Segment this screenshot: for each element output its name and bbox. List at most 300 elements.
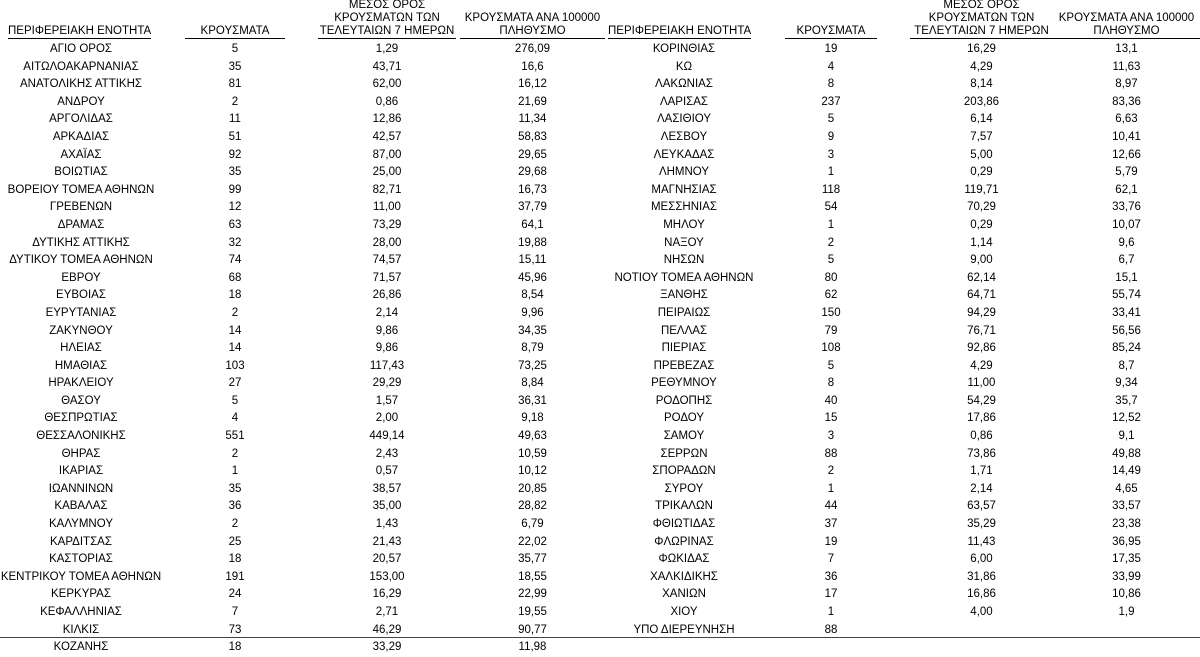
cell-7day-average: 62,14 [967, 271, 996, 284]
table-row [600, 516, 1200, 534]
table-row [600, 586, 1200, 604]
cell-per-100k: 10,12 [518, 465, 547, 478]
table-row [0, 164, 600, 182]
table-row [0, 59, 600, 77]
cell-7day-average: 43,71 [372, 60, 402, 73]
cell-per-100k: 23,38 [1112, 518, 1141, 531]
cell-per-100k: 34,35 [518, 324, 547, 337]
cell-cases: 40 [824, 394, 838, 407]
cell-cases: 5 [231, 43, 239, 55]
cell-7day-average: 82,71 [372, 183, 402, 196]
cell-cases: 79 [824, 324, 838, 337]
cell-regional-unit: ΚΙΛΚΙΣ [62, 623, 100, 636]
cell-per-100k: 16,12 [518, 78, 547, 91]
cell-regional-unit: ΘΕΣΣΑΛΟΝΙΚΗΣ [36, 430, 126, 443]
table-row [0, 94, 600, 112]
table-row [0, 446, 600, 464]
cell-cases: 551 [225, 430, 245, 443]
cell-regional-unit: ΕΥΒΟΙΑΣ [56, 289, 106, 302]
cell-regional-unit: ΠΕΙΡΑΙΩΣ [657, 306, 711, 319]
cell-per-100k: 6,63 [1115, 113, 1138, 126]
cell-7day-average: 2,71 [375, 606, 399, 618]
cell-per-100k: 22,99 [518, 588, 547, 601]
cell-per-100k: 8,54 [521, 289, 544, 302]
cell-7day-average: 1,57 [375, 394, 399, 407]
cell-regional-unit: ΚΕΝΤΡΙΚΟΥ ΤΟΜΕΑ ΑΘΗΝΩΝ [0, 570, 162, 583]
header-cases: ΚΡΟΥΣΜΑΤΑ [785, 25, 877, 39]
cell-per-100k: 9,34 [1115, 377, 1138, 390]
cell-regional-unit: ΛΑΡΙΣΑΣ [659, 95, 709, 108]
cell-7day-average: 1,43 [375, 518, 399, 531]
cell-cases: 8 [827, 377, 835, 390]
table-row [0, 410, 600, 428]
cell-per-100k: 9,96 [521, 306, 544, 319]
table-row [0, 604, 600, 622]
cell-regional-unit: ΝΑΞΟΥ [664, 236, 704, 249]
cell-regional-unit: ΖΑΚΥΝΘΟΥ [49, 324, 113, 337]
table-row [0, 287, 600, 305]
cell-cases: 35 [228, 166, 242, 179]
cell-7day-average: 1,71 [970, 465, 993, 478]
table-row [600, 76, 1200, 94]
cell-per-100k: 18,55 [518, 570, 547, 583]
header-regional-unit: ΠΕΡΙΦΕΡΕΙΑΚΗ ΕΝΟΤΗΤΑ [8, 25, 152, 37]
cell-7day-average: 33,29 [372, 641, 402, 654]
cell-cases: 37 [824, 518, 838, 531]
table-row [0, 516, 600, 534]
table-row [600, 235, 1200, 253]
cell-7day-average: 9,86 [375, 324, 399, 337]
cell-cases: 36 [228, 500, 242, 513]
cell-7day-average: 76,71 [967, 324, 996, 337]
cell-7day-average: 16,29 [372, 588, 402, 601]
cell-per-100k: 8,7 [1118, 359, 1135, 372]
cell-cases: 12 [228, 201, 242, 214]
cell-cases: 18 [228, 641, 242, 654]
table-row [0, 305, 600, 323]
table-row [0, 182, 600, 200]
table-row [0, 428, 600, 446]
cell-cases: 2 [231, 447, 239, 460]
cell-cases: 7 [231, 606, 239, 618]
cell-cases: 4 [231, 412, 239, 425]
cell-7day-average: 11,43 [967, 535, 996, 548]
table-row [0, 217, 600, 235]
cell-cases: 2 [231, 95, 239, 108]
cell-regional-unit: ΦΘΙΩΤΙΔΑΣ [652, 518, 716, 531]
cell-regional-unit: ΤΡΙΚΑΛΩΝ [655, 500, 713, 513]
cell-regional-unit: ΜΕΣΣΗΝΙΑΣ [650, 201, 718, 214]
cell-regional-unit: ΓΡΕΒΕΝΩΝ [49, 201, 113, 214]
cell-regional-unit: ΚΕΡΚΥΡΑΣ [51, 588, 111, 601]
cell-per-100k: 36,95 [1112, 535, 1141, 548]
cell-per-100k: 13,1 [1115, 43, 1138, 55]
cell-7day-average: 2,14 [970, 482, 993, 495]
cell-cases: 92 [228, 148, 242, 161]
cell-7day-average: 35,00 [372, 500, 402, 513]
cell-cases: 36 [824, 570, 838, 583]
cell-per-100k: 29,68 [518, 166, 547, 179]
table-row [0, 463, 600, 481]
cell-7day-average: 4,29 [970, 60, 993, 73]
cell-per-100k: 8,79 [521, 342, 544, 355]
cell-regional-unit: ΔΡΑΜΑΣ [57, 218, 105, 231]
table-row [600, 446, 1200, 464]
cell-regional-unit: ΚΑΣΤΟΡΙΑΣ [49, 553, 113, 566]
cell-regional-unit: ΚΟΡΙΝΘΙΑΣ [652, 43, 716, 55]
cell-regional-unit: ΞΑΝΘΗΣ [660, 289, 708, 302]
table-row [600, 270, 1200, 288]
cell-7day-average: 42,57 [372, 130, 402, 143]
cell-cases: 1 [827, 482, 835, 495]
cell-7day-average: 2,00 [375, 412, 399, 425]
cell-per-100k: 12,52 [1112, 412, 1141, 425]
cell-7day-average: 153,00 [369, 570, 405, 583]
table-row [600, 375, 1200, 393]
cell-per-100k: 64,1 [521, 218, 544, 231]
cell-per-100k: 10,41 [1112, 130, 1141, 143]
cell-cases: 99 [228, 183, 242, 196]
cell-per-100k: 10,59 [518, 447, 547, 460]
cell-cases: 14 [228, 324, 242, 337]
cell-per-100k: 9,18 [521, 412, 544, 425]
cell-7day-average: 16,86 [967, 588, 996, 601]
cell-cases: 88 [824, 623, 838, 636]
cell-regional-unit: ΑΝΑΤΟΛΙΚΗΣ ΑΤΤΙΚΗΣ [19, 78, 142, 91]
cell-cases: 2 [827, 465, 835, 478]
cell-7day-average: 73,86 [967, 447, 996, 460]
cell-cases: 2 [231, 306, 239, 319]
cell-7day-average: 11,00 [373, 201, 401, 214]
cell-7day-average: 449,14 [369, 430, 405, 443]
cell-cases: 2 [231, 518, 239, 531]
table-row [600, 129, 1200, 147]
cell-cases: 81 [228, 78, 242, 91]
table-row [0, 76, 600, 94]
table-row [0, 393, 600, 411]
cell-per-100k: 22,02 [518, 535, 547, 548]
cell-7day-average: 28,00 [372, 236, 402, 249]
cell-7day-average: 87,00 [372, 148, 402, 161]
cell-7day-average: 4,00 [970, 606, 993, 618]
table-row [600, 252, 1200, 270]
cell-regional-unit: ΕΒΡΟΥ [61, 271, 101, 284]
table-row [0, 375, 600, 393]
table-row [600, 428, 1200, 446]
cell-regional-unit: ΚΑΒΑΛΑΣ [54, 500, 108, 513]
header-cases: ΚΡΟΥΣΜΑΤΑ [185, 25, 285, 39]
cell-per-100k: 33,57 [1112, 500, 1141, 513]
cell-per-100k: 85,24 [1112, 342, 1141, 355]
cell-7day-average: 94,29 [967, 306, 996, 319]
cell-per-100k: 29,65 [518, 148, 547, 161]
cell-regional-unit: ΙΩΑΝΝΙΝΩΝ [48, 482, 114, 495]
cell-regional-unit: ΝΟΤΙΟΥ ΤΟΜΕΑ ΑΘΗΝΩΝ [614, 271, 754, 284]
cell-7day-average: 74,57 [372, 254, 402, 267]
cell-per-100k: 19,88 [518, 236, 547, 249]
header-cases-per-100k: ΚΡΟΥΣΜΑΤΑ ΑΝΑ 100000 ΠΛΗΘΥΣΜΟ [460, 12, 605, 39]
cell-7day-average: 0,86 [970, 430, 993, 443]
cell-7day-average: 2,43 [375, 447, 399, 460]
cell-per-100k: 15,1 [1115, 271, 1138, 284]
table-row [0, 551, 600, 569]
cell-cases: 103 [225, 359, 245, 372]
cell-per-100k: 6,7 [1118, 254, 1135, 267]
cell-per-100k: 56,56 [1112, 324, 1141, 337]
cell-regional-unit: ΦΛΩΡΙΝΑΣ [654, 535, 714, 548]
cell-cases: 63 [228, 218, 242, 231]
cell-regional-unit: ΜΑΓΝΗΣΙΑΣ [651, 183, 717, 196]
table-row [0, 41, 600, 59]
cell-cases: 18 [228, 289, 242, 302]
cell-regional-unit: ΒΟΡΕΙΟΥ ΤΟΜΕΑ ΑΘΗΝΩΝ [7, 183, 155, 196]
cell-cases: 3 [827, 148, 835, 161]
table-row [600, 59, 1200, 77]
cell-7day-average: 71,57 [372, 271, 402, 284]
cell-per-100k: 20,85 [518, 482, 547, 495]
header-regional-unit: ΠΕΡΙΦΕΡΕΙΑΚΗ ΕΝΟΤΗΤΑ [608, 25, 752, 37]
cell-cases: 25 [228, 535, 242, 548]
cell-cases: 73 [228, 623, 242, 636]
cell-per-100k: 11,63 [1112, 60, 1141, 73]
table-row [0, 235, 600, 253]
cell-regional-unit: ΛΗΜΝΟΥ [658, 166, 710, 179]
cell-7day-average: 11,00 [967, 377, 996, 390]
cell-per-100k: 10,86 [1112, 588, 1141, 601]
cell-7day-average: 1,29 [375, 43, 399, 55]
cell-cases: 19 [824, 43, 838, 55]
cell-per-100k: 9,6 [1118, 236, 1135, 249]
cell-7day-average: 46,29 [372, 623, 402, 636]
table-row [600, 481, 1200, 499]
table-row [600, 199, 1200, 217]
cell-7day-average: 2,14 [375, 306, 399, 319]
cell-regional-unit: ΗΛΕΙΑΣ [60, 342, 102, 355]
cell-7day-average: 0,29 [970, 166, 993, 179]
cell-7day-average: 35,29 [967, 518, 996, 531]
cell-cases: 3 [827, 430, 835, 443]
cell-cases: 80 [824, 271, 838, 284]
cell-regional-unit: ΧΙΟΥ [670, 606, 698, 618]
cell-cases: 108 [821, 342, 841, 355]
table-row [600, 323, 1200, 341]
cell-per-100k: 6,79 [521, 518, 544, 531]
table-row [600, 287, 1200, 305]
table-row [0, 498, 600, 516]
cell-7day-average: 12,86 [372, 113, 402, 126]
cell-7day-average: 0,57 [375, 465, 399, 478]
cell-regional-unit: ΚΑΡΔΙΤΣΑΣ [50, 535, 112, 548]
cell-per-100k: 14,49 [1112, 465, 1141, 478]
cell-regional-unit: ΜΗΛΟΥ [663, 218, 705, 231]
cell-per-100k: 11,34 [518, 113, 547, 126]
cell-7day-average: 4,29 [970, 359, 993, 372]
cell-7day-average: 203,86 [963, 95, 1000, 108]
cell-per-100k: 15,11 [518, 254, 547, 267]
header-7day-average: ΜΕΣΟΣ ΟΡΟΣ ΚΡΟΥΣΜΑΤΩΝ ΤΩΝ ΤΕΛΕΥΤΑΙΩΝ 7 ΗΜΕΡΩΝ [910, 0, 1053, 39]
table-row [0, 252, 600, 270]
cell-cases: 44 [824, 500, 838, 513]
cell-regional-unit: ΗΡΑΚΛΕΙΟΥ [48, 377, 114, 390]
cell-regional-unit: ΠΡΕΒΕΖΑΣ [653, 359, 715, 372]
header-7day-average: ΜΕΣΟΣ ΟΡΟΣ ΚΡΟΥΣΜΑΤΩΝ ΤΩΝ ΤΕΛΕΥΤΑΙΩΝ 7 ΗΜΕΡΩΝ [319, 0, 455, 37]
table-row [0, 199, 600, 217]
table-header-right [600, 0, 1200, 39]
cell-cases: 74 [228, 254, 242, 267]
cell-7day-average: 0,86 [375, 95, 399, 108]
cell-7day-average: 20,57 [372, 553, 402, 566]
cell-cases: 17 [824, 588, 838, 601]
cell-regional-unit: ΑΡΚΑΔΙΑΣ [52, 130, 110, 143]
cell-per-100k: 37,79 [518, 201, 547, 214]
cell-per-100k: 8,84 [521, 377, 544, 390]
cell-cases: 32 [228, 236, 242, 249]
cell-regional-unit: ΔΥΤΙΚΗΣ ΑΤΤΙΚΗΣ [32, 236, 130, 249]
cell-per-100k: 33,76 [1112, 201, 1141, 214]
cell-regional-unit: ΒΟΙΩΤΙΑΣ [54, 166, 108, 179]
table-row [600, 164, 1200, 182]
cell-per-100k: 276,09 [514, 43, 551, 55]
cell-per-100k: 11,98 [518, 641, 547, 654]
cell-cases: 35 [228, 482, 242, 495]
cell-regional-unit: ΣΠΟΡΑΔΩΝ [652, 465, 716, 478]
cell-regional-unit: ΑΙΤΩΛΟΑΚΑΡΝΑΝΙΑΣ [23, 60, 139, 73]
cell-per-100k: 1,9 [1118, 606, 1135, 618]
cell-7day-average: 62,00 [372, 78, 402, 91]
cell-cases: 2 [827, 236, 835, 249]
cell-regional-unit: ΚΟΖΑΝΗΣ [53, 641, 109, 654]
table-body-left [0, 41, 600, 657]
cell-per-100k: 36,31 [518, 394, 547, 407]
cell-per-100k: 19,55 [518, 606, 547, 618]
table-row [0, 358, 600, 376]
cell-regional-unit: ΡΟΔΟΠΗΣ [655, 394, 713, 407]
table-body-right [600, 41, 1200, 639]
cell-cases: 9 [827, 130, 835, 143]
cell-7day-average: 25,00 [372, 166, 402, 179]
cell-regional-unit: ΣΥΡΟΥ [664, 482, 704, 495]
cell-per-100k: 9,1 [1118, 430, 1135, 443]
cell-cases: 5 [827, 254, 835, 267]
table-header-left [0, 0, 600, 39]
table-row [0, 534, 600, 552]
cell-per-100k: 33,41 [1112, 306, 1141, 319]
cell-regional-unit: ΘΕΣΠΡΩΤΙΑΣ [44, 412, 118, 425]
cell-cases: 54 [824, 201, 838, 214]
cell-regional-unit: ΠΙΕΡΙΑΣ [661, 342, 707, 355]
cell-cases: 27 [228, 377, 242, 390]
cell-cases: 18 [228, 553, 242, 566]
cell-regional-unit: ΘΑΣΟΥ [61, 394, 101, 407]
table-row [600, 534, 1200, 552]
cell-regional-unit: ΚΑΛΥΜΝΟΥ [49, 518, 113, 531]
cell-regional-unit: ΡΕΘΥΜΝΟΥ [651, 377, 717, 390]
cell-cases: 5 [827, 359, 835, 372]
cell-cases: 68 [228, 271, 242, 284]
table-row [600, 604, 1200, 622]
cell-regional-unit: ΝΗΣΩΝ [663, 254, 705, 267]
cell-7day-average: 17,86 [967, 412, 996, 425]
table-row [600, 410, 1200, 428]
cell-regional-unit: ΘΗΡΑΣ [61, 447, 101, 460]
table-row [600, 340, 1200, 358]
cell-per-100k: 49,88 [1112, 447, 1141, 460]
cell-regional-unit: ΑΧΑΪΑΣ [60, 148, 102, 161]
cell-per-100k: 28,82 [518, 500, 547, 513]
cell-per-100k: 10,07 [1112, 218, 1141, 231]
cell-7day-average: 63,57 [967, 500, 996, 513]
cell-cases: 62 [824, 289, 838, 302]
bottom-divider [0, 637, 1200, 638]
cell-cases: 51 [228, 130, 242, 143]
cell-cases: 7 [827, 553, 835, 566]
cell-per-100k: 17,35 [1112, 553, 1141, 566]
table-row [0, 323, 600, 341]
cell-regional-unit: ΡΟΔΟΥ [663, 412, 705, 425]
cell-7day-average: 16,29 [967, 43, 996, 55]
cell-cases: 4 [827, 60, 835, 73]
cell-regional-unit: ΧΑΝΙΩΝ [662, 588, 706, 601]
cell-cases: 5 [231, 394, 239, 407]
table-row [0, 129, 600, 147]
cell-per-100k: 83,36 [1112, 95, 1141, 108]
cell-regional-unit: ΥΠΟ ΔΙΕΡΕΥΝΗΣΗ [633, 623, 735, 636]
cell-7day-average: 6,00 [970, 553, 993, 566]
cell-7day-average: 31,86 [967, 570, 996, 583]
cell-7day-average: 29,29 [372, 377, 402, 390]
cell-7day-average: 119,71 [964, 183, 999, 196]
cell-7day-average: 9,86 [375, 342, 399, 355]
cell-regional-unit: ΑΓΙΟ ΟΡΟΣ [49, 43, 112, 55]
cell-per-100k: 62,1 [1115, 183, 1138, 196]
cell-7day-average: 8,14 [970, 78, 993, 91]
table-row [0, 586, 600, 604]
cell-7day-average: 64,71 [967, 289, 996, 302]
cell-7day-average: 92,86 [967, 342, 996, 355]
cell-per-100k: 21,69 [518, 95, 547, 108]
cell-cases: 150 [821, 306, 841, 319]
cell-regional-unit: ΚΩ [675, 60, 693, 73]
cell-per-100k: 45,96 [518, 271, 547, 284]
cell-7day-average: 26,86 [372, 289, 402, 302]
table-row [600, 463, 1200, 481]
cell-per-100k: 55,74 [1112, 289, 1141, 302]
table-row [600, 182, 1200, 200]
cell-regional-unit: ΣΑΜΟΥ [663, 430, 705, 443]
cell-cases: 5 [827, 113, 835, 126]
cell-cases: 8 [827, 78, 835, 91]
cell-7day-average: 6,14 [970, 113, 993, 126]
table-row [0, 569, 600, 587]
table-row [600, 358, 1200, 376]
cell-per-100k: 5,79 [1115, 166, 1138, 179]
cell-regional-unit: ΙΚΑΡΙΑΣ [58, 465, 104, 478]
cell-7day-average: 73,29 [372, 218, 402, 231]
cell-cases: 88 [824, 447, 838, 460]
table-row [600, 305, 1200, 323]
cell-per-100k: 35,77 [518, 553, 547, 566]
table-row [600, 569, 1200, 587]
cell-per-100k: 35,7 [1115, 394, 1138, 407]
cell-regional-unit: ΠΕΛΛΑΣ [660, 324, 708, 337]
table-row [0, 639, 600, 657]
table-row [600, 498, 1200, 516]
header-cases-per-100k: ΚΡΟΥΣΜΑΤΑ ΑΝΑ 100000 ΠΛΗΘΥΣΜΟ [1053, 12, 1200, 39]
cell-cases: 118 [821, 183, 841, 196]
cell-cases: 191 [225, 570, 245, 583]
cell-per-100k: 73,25 [518, 359, 547, 372]
table-row [0, 111, 600, 129]
